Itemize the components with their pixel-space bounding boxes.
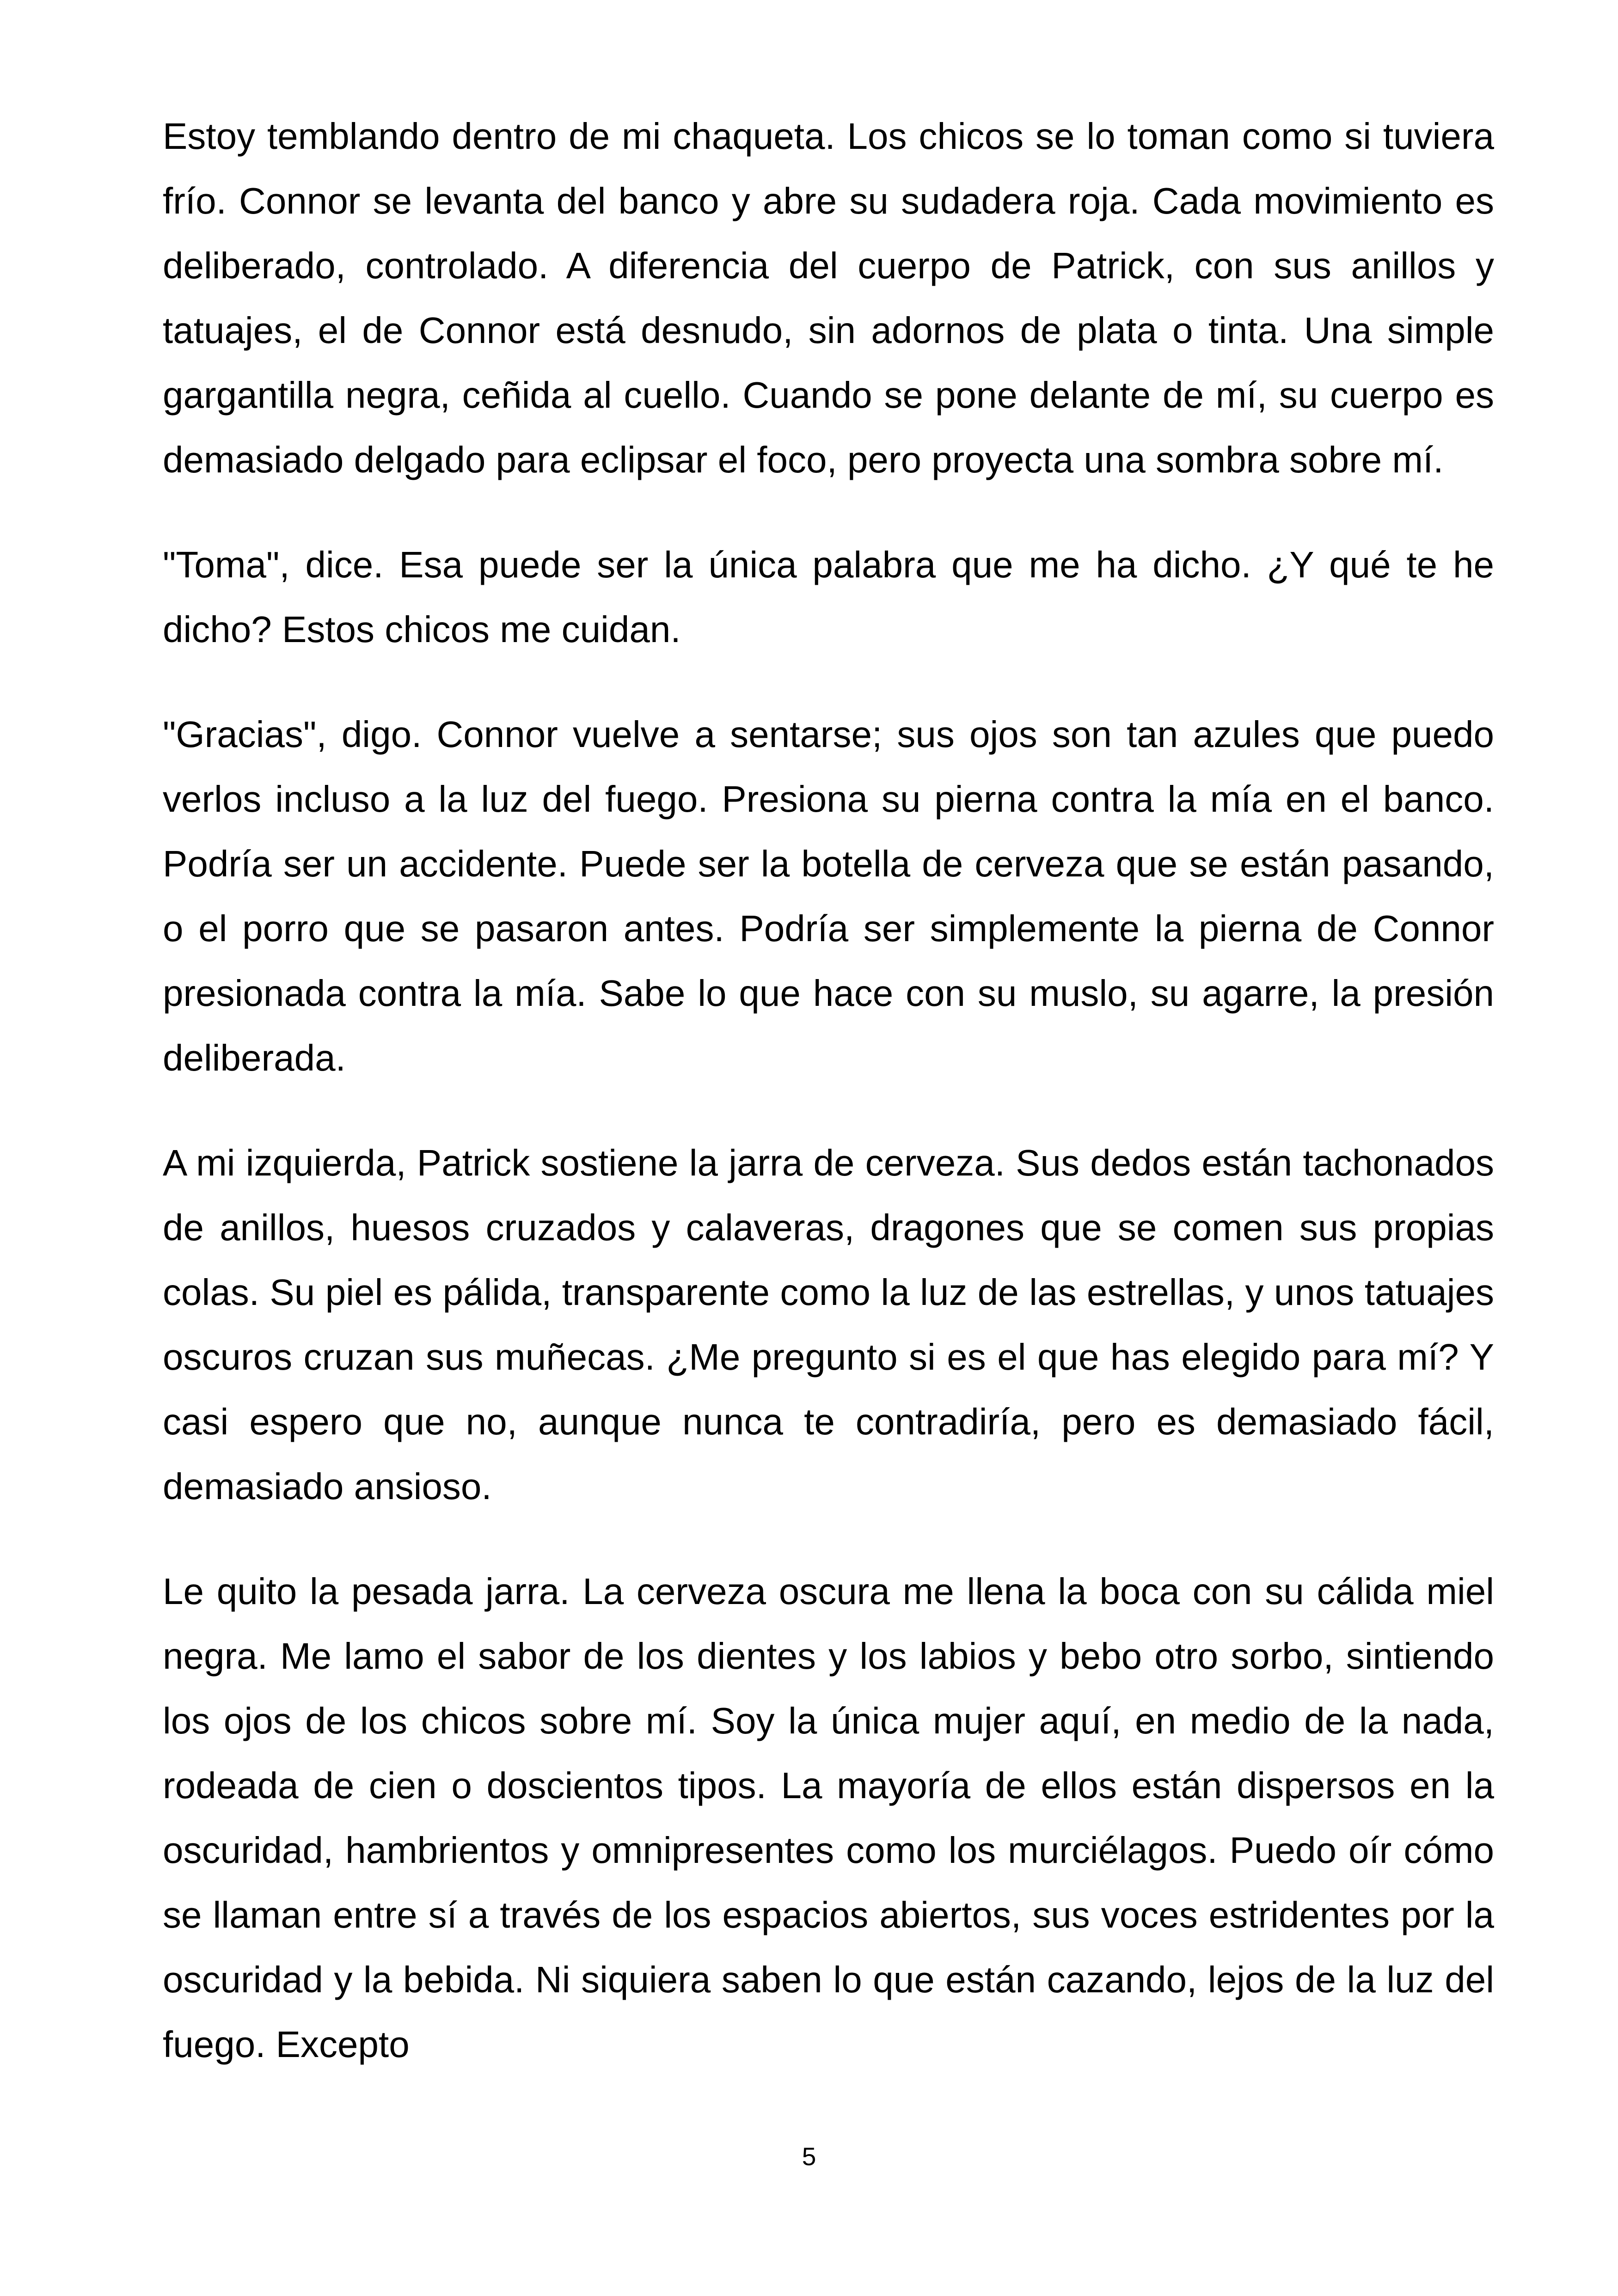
paragraph-5: Le quito la pesada jarra. La cerveza oscura me llena la boca con su cálida miel negra. Me lamo el sabor de los dientes y los labios y bebo otro sorbo, sintiendo los ojos de los chicos sobre mí. Soy la única mujer aquí, en medio de la nada, rodeada de cien o doscientos tipos. La mayoría de ellos están dispersos en la oscuridad, hambrientos y omnipresentes como los murciélagos. Puedo oír cómo se llaman entre sí a través de los espacios abiertos, sus voces estridentes por la oscuridad y la bebida. Ni siquiera saben lo que están cazando, lejos de la luz del fuego. Excepto bbox=[163, 1571, 1494, 2065]
paragraph-2: "Toma", dice. Esa puede ser la única palabra que me ha dicho. ¿Y qué te he dicho? Estos chicos me cuidan. bbox=[163, 544, 1494, 650]
paragraph-1: Estoy temblando dentro de mi chaqueta. Los chicos se lo toman como si tuviera frío. Connor se levanta del banco y abre su sudadera roja. Cada movimiento es deliberado, controlado. A diferencia del cuerpo de Patrick, con sus anillos y tatuajes, el de Connor está desnudo, sin adornos de plata o tinta. Una simple gargantilla negra, ceñida al cuello. Cuando se pone delante de mí, su cuerpo es demasiado delgado para eclipsar el foco, pero proyecta una sombra sobre mí. bbox=[163, 116, 1494, 480]
paragraph-3: "Gracias", digo. Connor vuelve a sentarse; sus ojos son tan azules que puedo verlos incluso a la luz del fuego. Presiona su pierna contra la mía en el banco. Podría ser un accidente. Puede ser la botella de cerveza que se están pasando, o el porro que se pasaron antes. Podría ser simplemente la pierna de Connor presionada contra la mía. Sabe lo que hace con su muslo, su agarre, la presión deliberada. bbox=[163, 714, 1494, 1078]
body-text bbox=[163, 104, 1494, 2117]
page-number: 5 bbox=[802, 2142, 816, 2171]
paragraph-4: A mi izquierda, Patrick sostiene la jarra de cerveza. Sus dedos están tachonados de anillos, huesos cruzados y calaveras, dragones que se comen sus propias colas. Su piel es pálida, transparente como la luz de las estrellas, y unos tatuajes oscuros cruzan sus muñecas. ¿Me pregunto si es el que has elegido para mí? Y casi espero que no, aunque nunca te contradiría, pero es demasiado fácil, demasiado ansioso. bbox=[163, 1142, 1494, 1507]
